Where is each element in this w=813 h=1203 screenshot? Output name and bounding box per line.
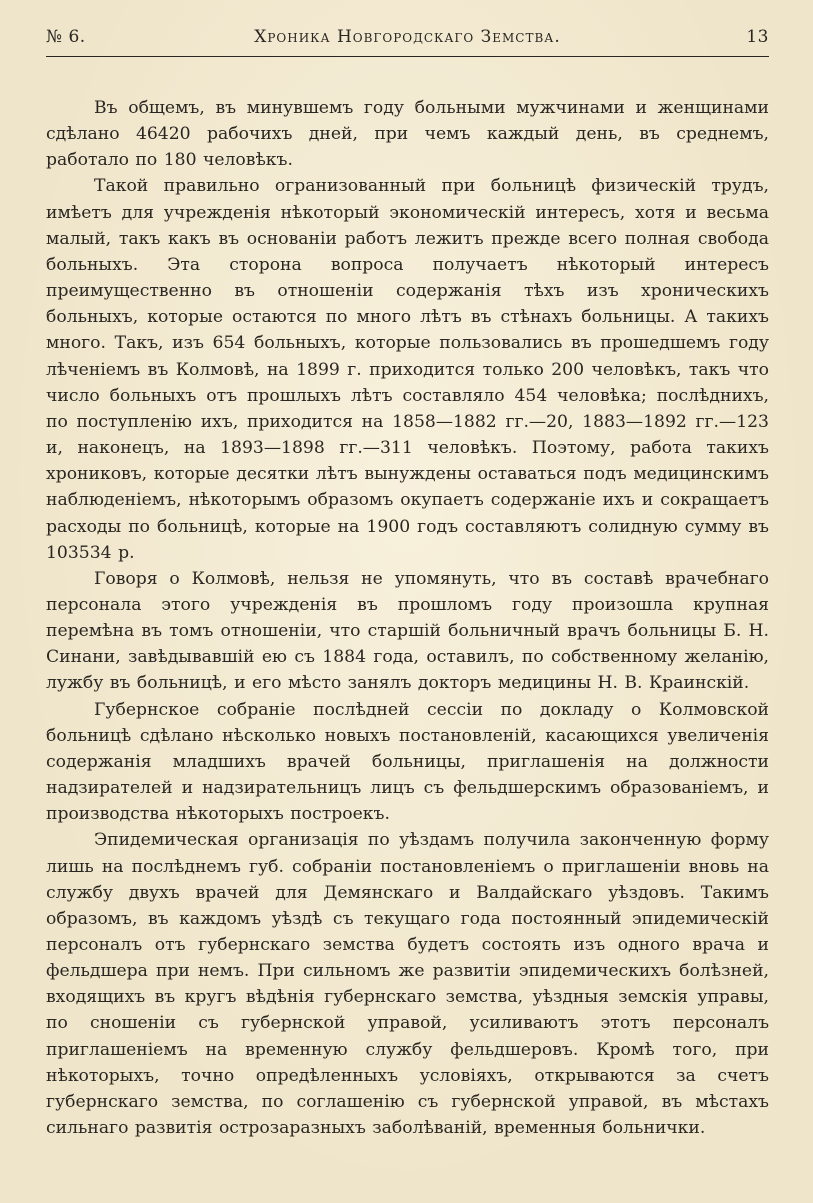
running-title: Хроника Новгородскаго Земства. (254, 27, 561, 47)
paragraph-provincial-assembly: Губернское собраніе послѣдней сессіи по докладу о Колмовской больницѣ сдѣлано нѣсколько новыхъ постановленій, касающихся увеличенія содержанія младшихъ врачей больницы, приглашенія на должности надзирателей и надзирательницъ лицъ съ фельдшерскимъ образованіемъ, и производства нѣкоторыхъ построекъ. (46, 699, 769, 825)
body-text (46, 95, 769, 1141)
paragraph-workdays: Въ общемъ, въ минувшемъ году больными мужчинами и женщинами сдѣлано 46420 рабочихъ дней, при чемъ каждый день, въ среднемъ, работало по 180 человѣкъ. (46, 98, 769, 171)
paragraph-epidemic-organization: Эпидемическая организація по уѣздамъ получила законченную форму лишь на послѣднемъ губ. собраніи постановленіемъ о приглашеніи вновь на службу двухъ врачей для Демянскаго и Валдайскаго уѣздовъ. Такимъ образомъ, въ каждомъ уѣздѣ съ текущаго года постоянный эпидемическій персоналъ отъ губернскаго земства будетъ состоять изъ одного врача и фельдшера при немъ. При сильномъ же развитіи эпидемическихъ болѣзней, входящихъ въ кругъ вѣдѣнія губернскаго земства, уѣздныя земскія управы, по сношеніи съ губернской управой, усиливаютъ этотъ персоналъ приглашеніемъ на временную службу фельдшеровъ. Кромѣ того, при нѣкоторыхъ, точно опредѣленныхъ условіяхъ, открываются за счетъ губернскаго земства, по соглашенію съ губернской управой, въ мѣстахъ сильнаго развитія острозаразныхъ заболѣваній, временныя больнички. (46, 830, 769, 1139)
page-number: 13 (746, 27, 769, 47)
paragraph-kolmovo-staff: Говоря о Колмовѣ, нельзя не упомянуть, что въ составѣ врачебнаго персонала этого учрежденія въ прошломъ году произошла крупная перемѣна въ томъ отношеніи, что старшій больничный врачъ больницы Б. Н. Синани, завѣдывавшій ею съ 1884 года, оставилъ, по собственному желанію, лужбу въ больницѣ, и его мѣсто занялъ докторъ медицины Н. В. Краинскій. (46, 568, 769, 694)
running-header (46, 24, 769, 57)
issue-number: № 6. (46, 27, 86, 47)
paragraph-physical-labor: Такой правильно огранизованный при больницѣ физическій трудъ, имѣетъ для учрежденія нѣкоторый экономическій интересъ, хотя и весьма малый, такъ какъ въ основаніи работъ лежитъ прежде всего полная свобода больныхъ. Эта сторона вопроса получаетъ нѣкоторый интересъ преимущественно въ отношеніи содержанія тѣхъ изъ хроническихъ больныхъ, которые остаются по много лѣтъ въ стѣнахъ больницы. А такихъ много. Такъ, изъ 654 больныхъ, которые пользовались въ прошедшемъ году лѣченіемъ въ Колмовѣ, на 1899 г. приходится только 200 человѣкъ, такъ что число больныхъ отъ прошлыхъ лѣтъ составляло 454 человѣка; послѣднихъ, по поступленію ихъ, приходится на 1858—1882 гг.—20, 1883—1892 гг.—123 и, наконецъ, на 1893—1898 гг.—311 человѣкъ. Поэтому, работа такихъ хрониковъ, которые десятки лѣтъ вынуждены оставаться подъ медицинскимъ наблюденіемъ, нѣкоторымъ образомъ окупаетъ содержаніе ихъ и сокращаетъ расходы по больницѣ, которые на 1900 годъ составляютъ солидную сумму въ 103534 р. (46, 176, 769, 563)
